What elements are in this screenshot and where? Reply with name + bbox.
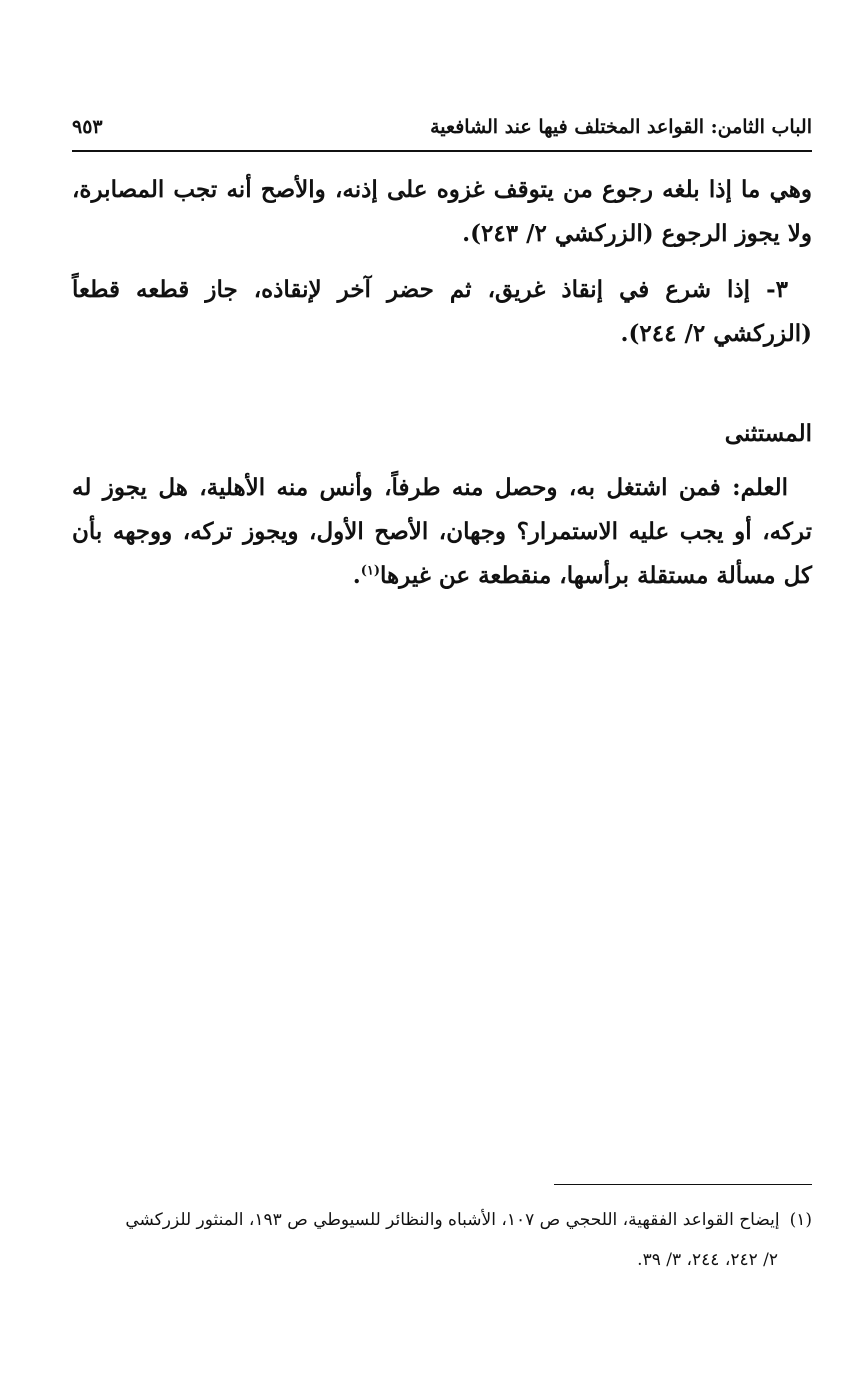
footnote-text-line1: إيضاح القواعد الفقهية، اللحجي ص ١٠٧، الأشباه والنظائر للسيوطي ص ١٩٣، المنثور للزركشي (125, 1210, 780, 1230)
header-divider (72, 150, 812, 152)
footnote-divider (554, 1184, 812, 1185)
paragraph-knowledge (72, 466, 812, 598)
section-heading-exception: المستثنى (724, 420, 812, 447)
footnote-reference[interactable]: (١) (360, 563, 381, 579)
footnotes-section (72, 1200, 812, 1280)
running-header (72, 112, 812, 146)
paragraph-continuation: وهي ما إذا بلغه رجوع من يتوقف غزوه على إذنه، والأصح أنه تجب المصابرة، ولا يجوز الرجوع (الزركشي ٢/ ٢٤٣). (72, 176, 812, 247)
paragraph-knowledge-text: العلم: فمن اشتغل به، وحصل منه طرفاً، وأنس منه الأهلية، هل يجوز له تركه، أو يجب عليه الاستمرار؟ وجهان، الأصح الأول، ويجوز تركه، ووجهه بأن كل مسألة مستقلة برأسها، منقطعة عن غيرها (72, 474, 812, 589)
main-text (72, 168, 812, 598)
footnote-text-line2: ٢/ ٢٤٢، ٢٤٤، ٣/ ٣٩. (637, 1250, 778, 1270)
paragraph-knowledge-end: . (352, 562, 361, 589)
chapter-title: الباب الثامن: القواعد المختلف فيها عند الشافعية (430, 116, 812, 138)
page-number: ٩٥٣ (72, 116, 103, 138)
paragraph-item-3: ٣- إذا شرع في إنقاذ غريق، ثم حضر آخر لإنقاذه، جاز قطعه قطعاً (الزركشي ٢/ ٢٤٤). (72, 276, 812, 347)
footnote-1 (72, 1200, 812, 1240)
footnote-marker: (١) (789, 1210, 812, 1230)
